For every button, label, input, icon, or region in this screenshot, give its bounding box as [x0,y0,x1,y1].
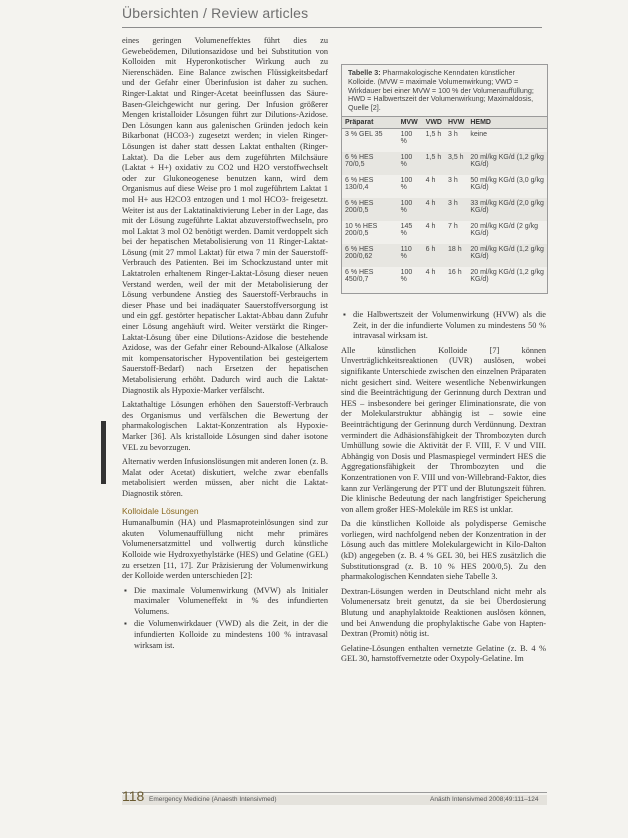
margin-marker-bar [101,421,106,484]
table-row [342,152,547,175]
table-row [342,267,547,290]
table-cell: 18 h [445,244,467,267]
table-cell: keine [470,130,488,138]
paragraph: Laktathaltige Lösungen erhöhen den Sauerstoff-Verbrauch des Organismus und verfälschen die Bewertung der pharmakologischen Laktat-Konzentration als Hypoxie-Marker [36]. Als kristalloide Lösungen sind daher isotone VEL zu bevorzugen. [122,400,328,452]
table-row [342,198,547,221]
table-cell: 33 ml/kg KG/d (2,0 g/kg KG/d) [467,198,547,221]
table-cell: 10 % HES 200/0,5 [345,222,378,237]
pharmacology-table-box [341,64,548,294]
left-column [122,36,328,655]
table-header-cell: Präparat [342,116,398,128]
citation: Anästh Intensivmed 2008;49:111–124 [430,796,539,803]
table-cell: 3 h [445,198,467,221]
paragraph: Dextran-Lösungen werden in Deutschland nicht mehr als Volumenersatz breit genutzt, da sie bei Überdosierung Blutung und anaphylaktoide Reaktionen auslösen können, und bei Anwendung die prophylaktische Gabe von Hapten-Dextran (Promit) nötig ist. [341,586,546,639]
table-row [342,175,547,198]
table-cell: 100 % [398,152,423,175]
section-heading: Kolloidale Lösungen [122,505,199,516]
paragraph: Alternativ werden Infusionslösungen mit anderen Ionen (z. B. Malat oder Acetat) diskutiert, welche zwar ebenfalls metabolisiert werden müssen, aber nicht die Laktat-Diagnostik stören. [122,457,328,498]
bullet-list [122,586,328,652]
table-cell: 110 % [398,244,423,267]
table-cell: 100 % [400,130,413,145]
table-row [342,128,547,152]
table-cell: 4 h [423,198,445,221]
bullet-item: ▪ die Volumenwirkdauer (VWD) als die Zeit, in der die infundierten Kolloide zu mindestens 100 % intravasal wirksam ist. [122,619,328,651]
table-cell: 3,5 h [445,152,467,175]
header-rule [122,27,542,28]
table-cell: 1,5 h [425,130,442,138]
table-cell: 4 h [425,222,436,230]
paragraph: eines geringen Volumeneffektes führt dies zu Gewebeödemen, Dilutionsazidose und bei Substitution von Kolloiden mit Hyperonkotischer Wirkung auch zu Nierenschäden. Eine Balance zwischen Flüssigkeitsbedarf und der Gefahr einer Überinfusion ist daher zu suchen. Ringer-Laktat und Ringer-Acetat beeinflussen das Säure-Basen-Gleichgewicht nur gering. Der Infusion größerer Mengen kristalloider Lösungen führt zur Dilutions-Azidose. Den Lösungen kann aus galenischen Gründen jedoch kein Bikarbonat (HCO3-) zugesetzt werden; in vielen Ringer-Lösungen ist daher statt dessen Laktat enthalten (Ringer-Laktat). Da die Leber aus dem zugeführten Milchsäure (Laktat + H+) oxidativ zu CO2 und H2O verstoffwechselt oder zur Glukoneogenese benutzen kann, wird dem Organismus auf diese Weise pro 1 mol zugeführtem Laktat 1 mol H+ aus H2CO3 entzogen und 1 mol HCO3- freigesetzt. Weiter ist aus der Laktatinaktivierung Leber in der Lage, das mit der Lösung zugeführte Laktat abzuverstoffwechseln, pro mol Laktat 3 mol O2 benötigt werden. Damit verdoppelt sich bei der hepatischen Metabolisierung von 11 Ringer-Laktat-Lösung (mit 27 mmol Laktat) für etwa 7 min der Sauerstoff-Verbrauch des Patienten. Bei im Schockzustand unter mit Laktatrolen erhaltenem Ringer-Laktat-Lösung dieser neuen Verstand werden, weil der mit der Metabolisierung der Lösung verbundene Anstieg des Sauerstoff-Verbrauchs in dieser Phase und bei inadäquater Sauerstoffversorgung ist und ein ggf. gestörter hepatischer Laktat-Abbau dann Zufuhr einer Lösung angehäuft wird. Weiter verstärkt die Ringer-Laktat-Lösung über eine Dilutions-Azidose die bestehende Azidose, was der Gefahr einer Rebound-Alkalose (Alkalose mit kompensatorischer Hypoventilation bei gesteigertem Sauerstoff-Bedarf) nach Ersetzen der hepatischen Metabolisierung erhöht. Dadurch wird auch die Laktat-Diagnostik als Hypoxie-Marker verfälscht. [122,36,328,395]
section-header: Übersichten / Review articles [122,5,309,21]
table-cell: 6 % HES 200/0,5 [342,198,398,221]
table-cell: 4 h [425,176,436,184]
table-cell: 20 ml/kg KG/d (1,2 g/kg KG/d) [470,268,544,283]
table-header-cell: MVW [398,116,423,128]
table-cell: 6 % HES 450/0,7 [345,268,374,283]
table-cell: 20 ml/kg KG/d (1,2 g/kg KG/d) [467,152,547,175]
table-header-row [342,116,547,128]
paragraph: Humanalbumin (HA) und Plasmaproteinlösungen sind zur akuten Volumenauffüllung nicht mehr primäres Volumenersatzmittel und vollwertig durch künstliche Kolloide wie Hydroxyethylstärke (HES) und Gelatine (GEL) zu ersetzen [11, 17]. Zur Präzisierung der Volumenwirkung der Kolloide werden unterschieden [2]: [122,518,328,581]
page-number: 118 [122,788,145,804]
journal-name: Emergency Medicine (Anaesth Intensivmed) [149,796,277,803]
table-caption-label: Tabelle 3: [348,68,381,77]
paragraph: Da die künstlichen Kolloide als polydisperse Gemische vorliegen, wird nachfolgend neben der Konzentration in der Lösung auch das mittlere Molekulargewicht in Kilo-Dalton (kD) angegeben (z. B. 4 % GEL 30, bei HES zusätzlich die Substitutionsgrad (z. B. 10 % HES 200/0,5). Zu den pharmakologischen Kenndaten siehe Tabelle 3. [341,519,546,582]
table-cell: 3 % GEL 35 [345,130,383,138]
table [342,116,547,290]
table-header-cell: HEMD [467,116,547,128]
table-cell: 6 % HES 130/0,4 [345,176,374,191]
paragraph: Gelatine-Lösungen enthalten vernetzte Gelatine (z. B. 4 % GEL 30, harnstoffvernetzte oder Oxypoly-Gelatine. Im [341,643,546,664]
table-cell: 100 % [400,176,413,191]
table-cell: 20 ml/kg KG/d (1,2 g/kg KG/d) [467,244,547,267]
table-cell: 6 % HES 70/0,5 [342,152,398,175]
table-cell: 3 h [448,130,458,138]
table-row [342,244,547,267]
table-cell: 100 % [400,268,413,283]
table-cell: 145 % [400,222,413,237]
table-row [342,221,547,244]
footer-rule [122,792,547,793]
bullet-item: ▪ die Halbwertszeit der Volumenwirkung (HVW) als die Zeit, in der die infundierte Volumen zu mindestens 50 % intravasal wirksam ist. [341,310,546,342]
bullet-list [341,310,546,342]
table-cell: 100 % [398,198,423,221]
bullet-item: ▪ Die maximale Volumenwirkung (MVW) als Initialer maximaler Volumeneffekt in % des infundierten Volumens. [122,586,328,618]
table-cell: 50 ml/kg KG/d (3,0 g/kg KG/d) [470,176,544,191]
table-cell: 4 h [425,268,436,276]
table-caption [342,65,547,116]
table-cell: 6 % HES 200/0,62 [342,244,398,267]
table-cell: 20 ml/kg KG/d (2 g/kg KG/d) [470,222,539,237]
table-header-cell: VWD [423,116,445,128]
paragraph: Alle künstlichen Kolloide [7] können Unverträglichkeitsreaktionen (UVR) auslösen, wobei signifikante Unterschiede zwischen den einzelnen Präparaten nicht gesichert sind. Weitere wesentliche Nebenwirkungen sind die Beeinträchtigung der Gerinnung durch Dextran und HES – insbesondere bei geringer Eliminationsrate, die von der Molekularstruktur abhängig ist – sowie eine Beeinträchtigung der Gerinnung durch Verdünnung. Dextran vermindert die Adhäsionsfähigkeit der Thrombozyten durch Umhüllung sowie die Aktivität der F. VIII, F. V und VIII. Abhängig von Dosis und Plasmaspiegel vermindert HES die Aggregationsfähigkeit der Thrombozyten und die Konzentrationen von F. VIII und von-Willebrand-Faktor, dies kann zur Verlängerung der PTT und der Blutungszeit führen. Die klinische Bedeutung der nach langfristiger Speicherung von allem großer HES-Moleküle im RES ist unklar. [341,345,546,514]
table-cell: 6 h [423,244,445,267]
table-cell: 16 h [448,268,462,276]
table-cell: 1,5 h [423,152,445,175]
right-column [341,310,546,669]
table-cell: 7 h [448,222,458,230]
table-header-cell: HVW [445,116,467,128]
table-cell: 3 h [448,176,458,184]
table-caption-text: Pharmakologische Kenndaten künstlicher Kolloide. (MVW = maximale Volumenwirkung; VWD = Wirkdauer bei einer MVW = 100 % der Volumenauffüllung; HWD = Halbwertszeit der Volumenwirkung; Maximaldosis, Quelle [2]. [348,68,534,113]
